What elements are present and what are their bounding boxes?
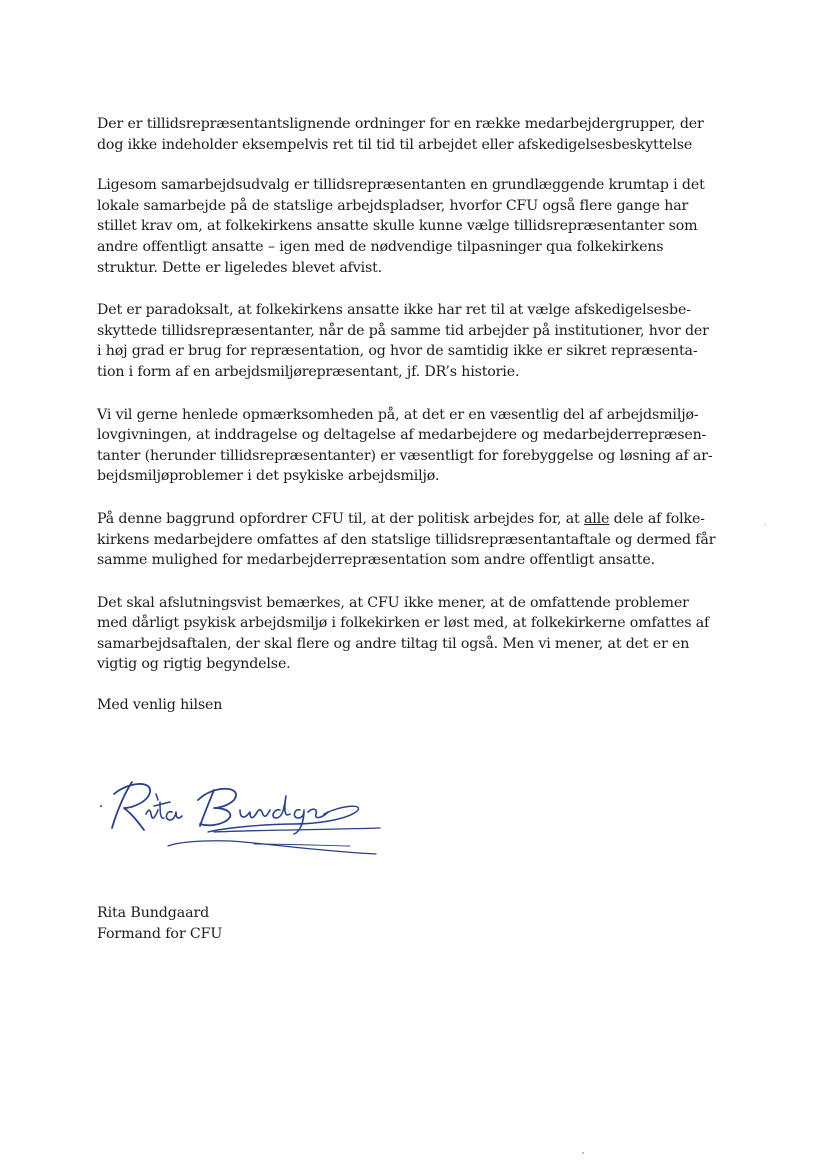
text-line: tanter (herunder tillidsrepræsentanter) er væsentligt for forebyggelse og løsning af ar- <box>97 447 713 464</box>
paragraph-tr-arrangements <box>97 114 747 155</box>
text-line: stillet krav om, at folkekirkens ansatte skulle kunne vælge tillidsrepræsentanter som <box>97 218 698 235</box>
text-line: andre offentligt ansatte – igen med de nødvendige tilpasninger qua folkekirkens <box>97 238 664 255</box>
text-line: Det er paradoksalt, at folkekirkens ansatte ikke har ret til at vælge afskedigelsesbe- <box>97 302 691 319</box>
paragraph-legislation <box>97 405 747 487</box>
text-line: samme mulighed for medarbejderrepræsentation som andre offentligt ansatte. <box>97 552 655 569</box>
text-line: kirkens medarbejdere omfattes af den statslige tillidsrepræsentantaftale og dermed får <box>97 531 716 548</box>
underlined-word: alle <box>583 510 610 527</box>
text-line: tion i form af en arbejdsmiljørepræsentant, jf. DR’s historie. <box>97 363 520 380</box>
text-line: Der er tillidsrepræsentantslignende ordninger for en række medarbejdergrupper, der <box>97 116 704 132</box>
text-segment: På denne baggrund opfordrer CFU til, at der politisk arbejdes for, at <box>97 510 584 527</box>
text-line: Ligesom samarbejdsudvalg er tillidsrepræsentanten en grundlæggende krumtap i det <box>97 177 705 194</box>
text-line: bejdsmiljøproblemer i det psykiske arbejdsmiljø. <box>97 468 440 485</box>
signer-block <box>97 903 222 944</box>
text-line: lokale samarbejde på de statslige arbejdspladser, hvorfor CFU også flere gange har <box>97 197 689 214</box>
text-line: struktur. Dette er ligeledes blevet afvist. <box>97 259 383 276</box>
signer-title: Formand for CFU <box>97 925 223 942</box>
text-line: med dårligt psykisk arbejdsmiljø i folkekirken er løst med, at folkekirkerne omfattes af <box>97 615 710 632</box>
text-line <box>97 509 747 530</box>
text-line: vigtig og rigtig begyndelse. <box>97 656 291 673</box>
paragraph-conclusion <box>97 593 747 675</box>
closing-salutation: Med venlig hilsen <box>97 697 223 714</box>
text-line: Vi vil gerne henlede opmærksomheden på, at det er en væsentlig del af arbejdsmiljø- <box>97 406 699 423</box>
paragraph-request <box>97 509 747 571</box>
text-line: skyttede tillidsrepræsentanter, når de på samme tid arbejder på institutioner, hvor der <box>97 322 709 339</box>
signer-name: Rita Bundgaard <box>97 905 210 921</box>
scan-speck <box>582 1152 584 1154</box>
text-line: dog ikke indeholder eksempelvis ret til tid til arbejdet eller afskedigelsesbeskyttelse <box>97 136 693 153</box>
text-line: samarbejdsaftalen, der skal flere og andre tiltag til også. Men vi mener, at det er en <box>97 635 690 652</box>
text-segment: dele af folke- <box>609 510 705 527</box>
scan-speck <box>764 524 766 526</box>
paragraph-cooperation <box>97 175 747 278</box>
text-line: lovgivningen, at inddragelse og deltagelse af medarbejdere og medarbejderrepræsen- <box>97 427 707 444</box>
text-line: Det skal afslutningsvist bemærkes, at CFU ikke mener, at de omfattende problemer <box>97 594 689 611</box>
handwritten-signature <box>94 770 394 870</box>
letter-body <box>97 114 747 716</box>
paragraph-paradox <box>97 300 747 382</box>
text-line: i høj grad er brug for repræsentation, og hvor de samtidig ikke er sikret repræsenta- <box>97 343 698 360</box>
